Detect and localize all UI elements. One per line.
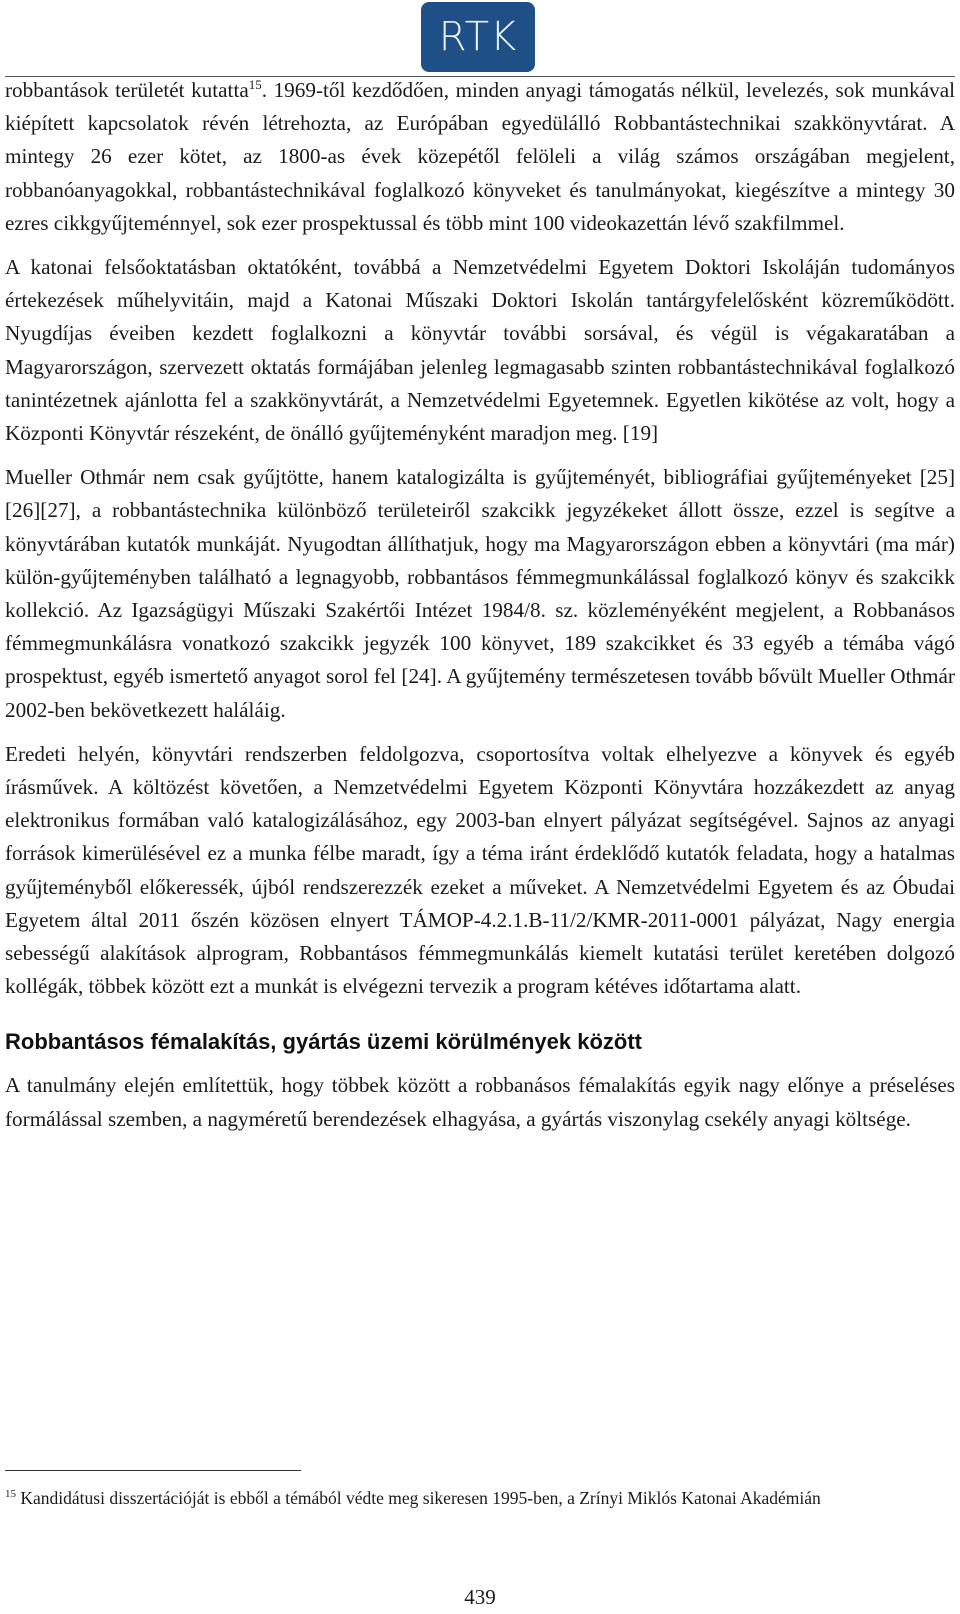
footnote-divider: [5, 1470, 301, 1471]
section-heading: Robbantásos fémalakítás, gyártás üzemi körülmények között: [5, 1029, 642, 1055]
footnote-reference: 15: [248, 77, 262, 92]
page-header: [0, 0, 960, 78]
section-paragraph: A tanulmány elején említettük, hogy többek között a robbanásos fémalakítás egyik nagy előnye a préseléses formálással szemben, a nagyméretű berendezések elhagyása, a gyártás viszonylag csekély anyagi költsége.: [5, 1073, 955, 1131]
paragraph-4: Eredeti helyén, könyvtári rendszerben feldolgozva, csoportosítva voltak elhelyezve a könyvek és egyéb írásművek. A költözést követően, a Nemzetvédelmi Egyetem Központi Könyvtára hozzákezdett az anyag elektronikus formában való katalogizálásához, egy 2003-ban elnyert pályázat segítségével. Sajnos az anyagi források kimerülésével ez a munka félbe maradt, így a téma iránt érdeklődő kutatók feladata, hogy a hatalmas gyűjteményből előkeressék, újból rendszerezzék ezeket a műveket. A Nemzetvédelmi Egyetem és az Óbudai Egyetem által 2011 őszén közösen elnyert TÁMOP-4.2.1.B-11/2/KMR-2011-0001 pályázat, Nagy energia sebességű alakítások alprogram, Robbantásos fémmegmunkálás kiemelt kutatási terület keretében dolgozó kollégák, többek között ezt a munkát is elvégezni tervezik a program kétéves időtartama alatt.: [5, 741, 955, 999]
rtk-logo-text: RTK: [438, 14, 518, 60]
footnote-marker: 15: [5, 1488, 16, 1500]
footnote-text: Kandidátusi disszertációját is ebből a témából védte meg sikeresen 1995-ben, a Zrínyi Miklós Katonai Akadémián: [16, 1488, 821, 1508]
paragraph-1-text-end: . 1969-től kezdődően, minden anyagi támogatás nélkül, levelezés, sok munkával kiépített kapcsolatok révén létrehozta, az Európában egyedülálló Robbantástechnikai szakkönyvtárat. A mintegy 26 ezer kötet, az 1800-as évek közepétől felöleli a világ számos országában megjelent, robbanóanyagokkal, robbantástechnikával foglalkozó könyveket és tanulmányokat, kiegészítve a mintegy 30 ezres cikkgyűjteménnyel, sok ezer prospektussal és több mint 100 videokazettán lévő szakfilmmel.: [5, 78, 955, 235]
main-content: [5, 74, 955, 1147]
paragraph-2: A katonai felsőoktatásban oktatóként, továbbá a Nemzetvédelmi Egyetem Doktori Iskoláján tudományos értekezések műhelyvitáin, majd a Katonai Műszaki Doktori Iskolán tantárgyfelelősként közreműködött. Nyugdíjas éveiben kezdett foglalkozni a könyvtár további sorsával, és végül is végakaratában a Magyarországon, szervezett oktatás formájában jelenleg legmagasabb szinten robbantástechnikával foglalkozó tanintézetnek ajánlotta fel a szakkönyvtárát, a Nemzetvédelmi Egyetemnek. Egyetlen kikötése az volt, hogy a Központi Könyvtár részeként, de önálló gyűjteményként maradjon meg. [19]: [5, 255, 955, 446]
rtk-logo: [421, 2, 535, 72]
page-number: 439: [464, 1585, 496, 1609]
paragraph-1: [5, 74, 955, 240]
paragraph-1-text-start: robbantások területét kutatta: [5, 78, 249, 102]
paragraph-3: Mueller Othmár nem csak gyűjtötte, hanem katalogizálta is gyűjteményét, bibliográfiai gyűjteményeket [25][26][27], a robbantástechnika különböző területeiről szakcikk jegyzékeket állott össze, ezzel is segítve a könyvtárában kutatók munkáját. Nyugodtan állíthatjuk, hogy ma Magyarországon ebben a könyvtári (ma már) külön-gyűjteményben található a legnagyobb, robbantásos fémmegmunkálással foglalkozó könyv és szakcikk kollekció. Az Igazságügyi Műszaki Szakértői Intézet 1984/8. sz. közleményéként megjelent, a Robbanásos fémmegmunkálásra vonatkozó szakcikk jegyzék 100 könyvet, 189 szakcikket és 33 egyéb a témába vágó prospektust, egyéb ismertető anyagot sorol fel [24]. A gyűjtemény természetesen tovább bővült Mueller Othmár 2002-ben bekövetkezett haláláig.: [5, 465, 955, 722]
footnote: [5, 1486, 910, 1511]
